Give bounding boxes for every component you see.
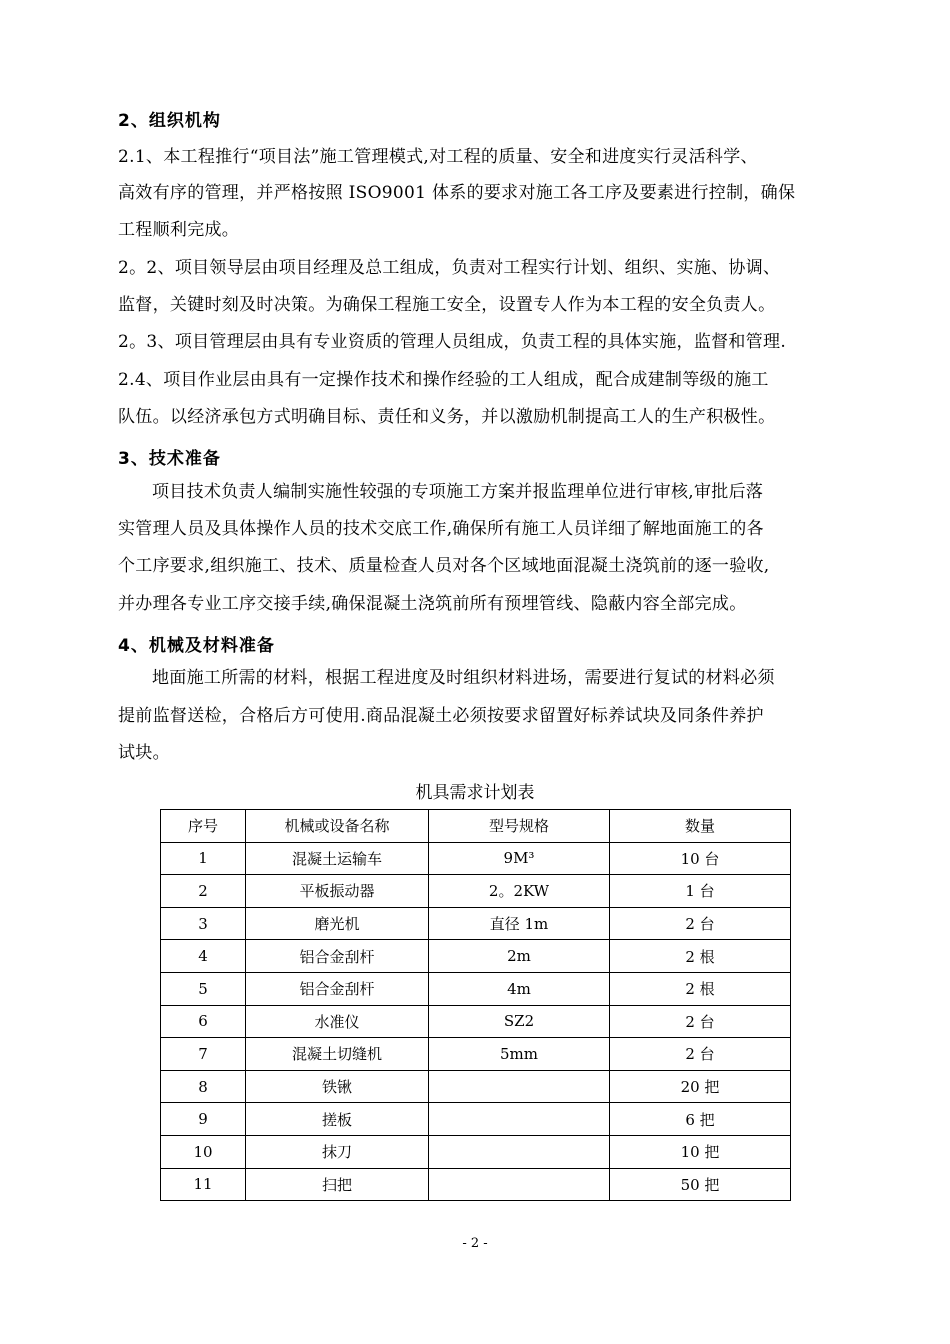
cell-quantity: 10 把 (610, 1135, 791, 1168)
section-4-line: 地面施工所需的材料，根据工程进度及时组织材料进场，需要进行复试的材料必须 (152, 668, 775, 688)
section-3-line: 并办理各专业工序交接手续,确保混凝土浇筑前所有预埋管线、隐蔽内容全部完成。 (118, 594, 747, 614)
section-2-line: 2.1、本工程推行“项目法”施工管理模式,对工程的质量、安全和进度实行灵活科学、 (118, 147, 758, 167)
cell-equipment-name: 铝合金刮杆 (246, 972, 429, 1005)
header-quantity: 数量 (610, 810, 791, 843)
table-header-row (161, 810, 791, 843)
table-row (161, 972, 791, 1005)
table-row (161, 1005, 791, 1038)
cell-model-spec (429, 1103, 610, 1136)
section-2-line: 2。3、项目管理层由具有专业资质的管理人员组成，负责工程的具体实施，监督和管理. (118, 332, 787, 352)
cell-index: 5 (161, 972, 246, 1005)
cell-equipment-name: 铁锹 (246, 1070, 429, 1103)
cell-index: 9 (161, 1103, 246, 1136)
table-row (161, 1103, 791, 1136)
section-2-line: 2。2、项目领导层由项目经理及总工组成，负责对工程实行计划、组织、实施、协调、 (118, 258, 781, 278)
cell-model-spec (429, 1168, 610, 1201)
section-2-line: 2.4、项目作业层由具有一定操作技术和操作经验的工人组成，配合成建制等级的施工 (118, 370, 769, 390)
table-row (161, 842, 791, 875)
cell-quantity: 2 台 (610, 907, 791, 940)
cell-index: 3 (161, 907, 246, 940)
cell-equipment-name: 混凝土切缝机 (246, 1038, 429, 1071)
cell-index: 1 (161, 842, 246, 875)
cell-model-spec: 直径 1m (429, 907, 610, 940)
cell-equipment-name: 铝合金刮杆 (246, 940, 429, 973)
cell-equipment-name: 混凝土运输车 (246, 842, 429, 875)
cell-quantity: 1 台 (610, 875, 791, 908)
section-4-line: 提前监督送检，合格后方可使用.商品混凝土必须按要求留置好标养试块及同条件养护 (118, 706, 764, 726)
cell-index: 4 (161, 940, 246, 973)
cell-equipment-name: 水准仪 (246, 1005, 429, 1038)
cell-model-spec: 2m (429, 940, 610, 973)
cell-model-spec (429, 1135, 610, 1168)
header-index: 序号 (161, 810, 246, 843)
header-equipment-name: 机械或设备名称 (246, 810, 429, 843)
equipment-table (160, 809, 791, 1201)
section-2-heading: 2、组织机构 (118, 111, 221, 131)
cell-model-spec: 2。2KW (429, 875, 610, 908)
cell-quantity: 6 把 (610, 1103, 791, 1136)
table-row (161, 1038, 791, 1071)
table-body (161, 842, 791, 1201)
table-row (161, 1070, 791, 1103)
cell-index: 10 (161, 1135, 246, 1168)
cell-equipment-name: 磨光机 (246, 907, 429, 940)
table-row (161, 907, 791, 940)
cell-quantity: 2 台 (610, 1005, 791, 1038)
cell-model-spec (429, 1070, 610, 1103)
section-2-line: 监督，关键时刻及时决策。为确保工程施工安全，设置专人作为本工程的安全负责人。 (118, 295, 776, 315)
cell-index: 7 (161, 1038, 246, 1071)
cell-equipment-name: 抹刀 (246, 1135, 429, 1168)
table-row (161, 1135, 791, 1168)
section-3-line: 个工序要求,组织施工、技术、质量检查人员对各个区域地面混凝土浇筑前的逐一验收, (118, 556, 770, 576)
section-4-heading: 4、机械及材料准备 (118, 636, 275, 656)
section-2-line: 队伍。以经济承包方式明确目标、责任和义务，并以激励机制提高工人的生产积极性。 (118, 407, 776, 427)
table-row (161, 1168, 791, 1201)
cell-equipment-name: 扫把 (246, 1168, 429, 1201)
cell-index: 6 (161, 1005, 246, 1038)
header-model-spec: 型号规格 (429, 810, 610, 843)
cell-quantity: 2 根 (610, 972, 791, 1005)
cell-quantity: 10 台 (610, 842, 791, 875)
section-2-line: 高效有序的管理，并严格按照 ISO9001 体系的要求对施工各工序及要素进行控制，确保 (118, 183, 796, 203)
table-row (161, 875, 791, 908)
cell-model-spec: 5mm (429, 1038, 610, 1071)
section-4-line: 试块。 (118, 743, 170, 763)
table-row (161, 940, 791, 973)
cell-equipment-name: 搓板 (246, 1103, 429, 1136)
cell-model-spec: SZ2 (429, 1005, 610, 1038)
section-3-line: 项目技术负责人编制实施性较强的专项施工方案并报监理单位进行审核,审批后落 (152, 482, 764, 502)
cell-quantity: 2 根 (610, 940, 791, 973)
cell-model-spec: 9M³ (429, 842, 610, 875)
cell-index: 8 (161, 1070, 246, 1103)
cell-quantity: 50 把 (610, 1168, 791, 1201)
cell-index: 2 (161, 875, 246, 908)
section-2-line: 工程顺利完成。 (118, 220, 240, 240)
cell-index: 11 (161, 1168, 246, 1201)
cell-quantity: 20 把 (610, 1070, 791, 1103)
table-caption: 机具需求计划表 (415, 783, 535, 803)
page-number: - 2 - (462, 1236, 488, 1251)
cell-equipment-name: 平板振动器 (246, 875, 429, 908)
cell-quantity: 2 台 (610, 1038, 791, 1071)
cell-model-spec: 4m (429, 972, 610, 1005)
section-3-line: 实管理人员及具体操作人员的技术交底工作,确保所有施工人员详细了解地面施工的各 (118, 519, 764, 539)
section-3-heading: 3、技术准备 (118, 449, 221, 469)
